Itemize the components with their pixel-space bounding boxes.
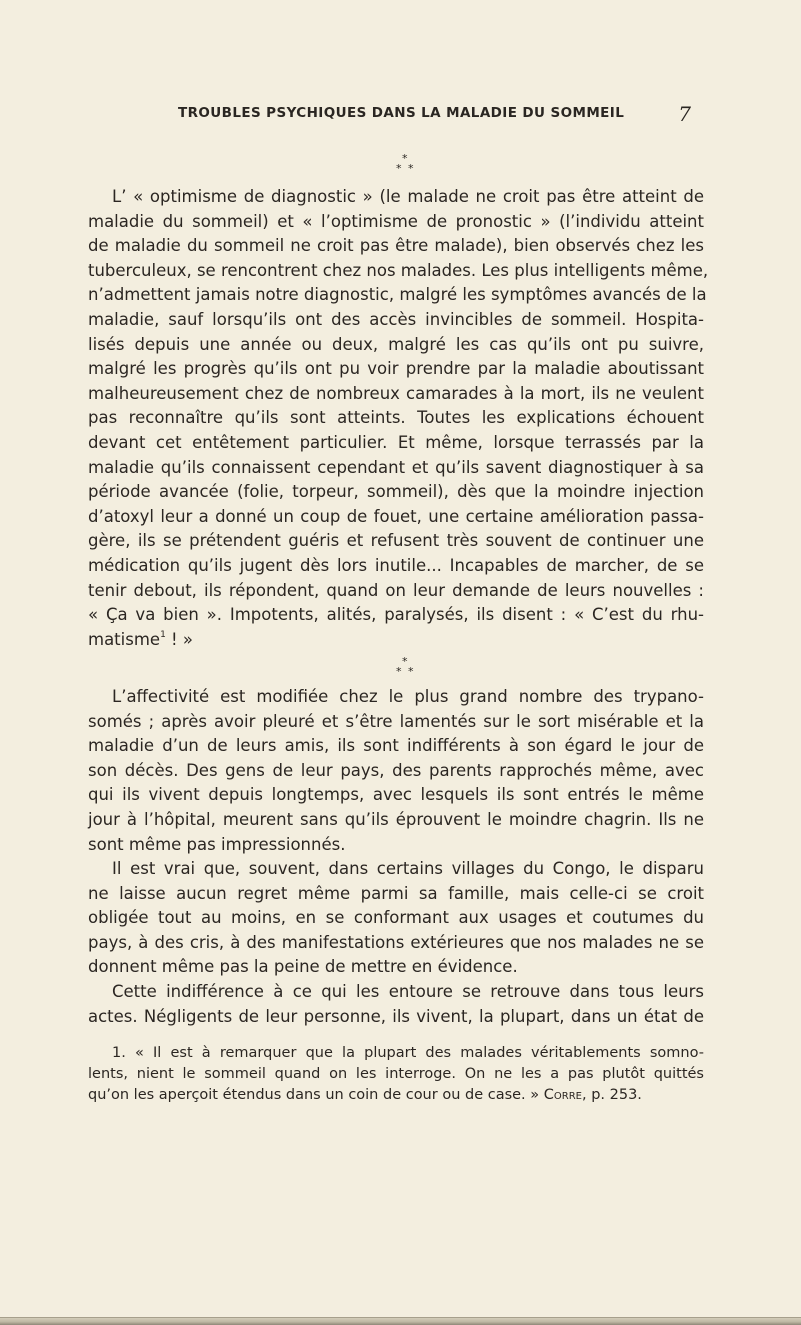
text-line: maladie d’un de leurs amis, ils sont indifférents à son égard le jour de [88, 736, 704, 756]
text-line: pays, à des cris, à des manifestations extérieures que nos malades ne se [88, 932, 704, 952]
text-line: donnent même pas la peine de mettre en évidence. [88, 957, 518, 977]
text-line: n’admettent jamais notre diagnostic, malgré les symptômes avancés de la [88, 285, 707, 305]
asterism-star: * [396, 162, 402, 175]
footnote [88, 1043, 704, 1106]
text-line: malheureusement chez de nombreux camarades à la mort, ils ne veulent [88, 383, 704, 403]
asterism-star: * [402, 655, 408, 668]
asterism-divider [386, 656, 426, 686]
footnote-line: lents, nient le sommeil quand on les interroge. On ne les a pas plutôt quittés [88, 1066, 704, 1082]
paragraph-congo [88, 857, 704, 980]
footnote-line [88, 1085, 704, 1106]
text-line: actes. Négligents de leur personne, ils vivent, la plupart, dans un état de [88, 1006, 704, 1026]
text-line: obligée tout au moins, en se conformant aux usages et coutumes du [88, 908, 704, 928]
text-line: devant cet entêtement particulier. Et même, lorsque terrassés par la [88, 432, 704, 452]
text-line: tenir debout, ils répondent, quand on leur demande de leurs nouvelles : [88, 580, 704, 600]
text-line: médication qu’ils jugent dès lors inutile... Incapables de marcher, de se [88, 555, 704, 575]
asterism-star: * [396, 665, 402, 678]
text-line: maladie du sommeil) et « l’optimisme de pronostic » (l’individu atteint [88, 211, 704, 231]
text-line: L’affectivité est modifiée chez le plus grand nombre des trypano- [112, 687, 704, 706]
text-line: « Ça va bien ». Impotents, alités, paralysés, ils disent : « C’est du rhu- [88, 605, 704, 625]
text-line [88, 628, 704, 653]
paragraph-optimism [88, 185, 709, 652]
asterism-star: * [402, 152, 408, 165]
page-header [178, 102, 691, 127]
text-line: période avancée (folie, torpeur, sommeil), dès que la moindre injection [88, 482, 704, 502]
text-line: gère, ils se prétendent guéris et refusent très souvent de continuer une [88, 531, 704, 551]
text-line: Cette indifférence à ce qui les entoure se retrouve dans tous leurs [112, 982, 704, 1001]
text-line: ne laisse aucun regret même parmi sa famille, mais celle-ci se croit [88, 883, 704, 903]
text-fragment: matisme [88, 629, 161, 649]
text-line: maladie qu’ils connaissent cependant et qu’ils savent diagnostiquer à sa [88, 457, 704, 477]
paragraph-indifference [88, 980, 704, 1029]
paragraph-affectivity [88, 685, 704, 857]
running-head: TROUBLES PSYCHIQUES DANS LA MALADIE DU SOMMEIL [178, 105, 625, 121]
page-bottom-edge [0, 1317, 801, 1325]
text-line: tuberculeux, se rencontrent chez nos malades. Les plus intelligents même, [88, 260, 709, 280]
text-line: de maladie du sommeil ne croit pas être malade), bien observés chez les [88, 236, 704, 256]
text-fragment: ! » [165, 629, 193, 649]
text-line: pas reconnaître qu’ils sont atteints. Toutes les explications échouent [88, 408, 704, 428]
text-line: maladie, sauf lorsqu’ils ont des accès invincibles de sommeil. Hospita- [88, 309, 704, 329]
text-line: son décès. Des gens de leur pays, des parents rapprochés même, avec [88, 760, 704, 780]
text-fragment: qu’on les aperçoit étendus dans un coin de cour ou de case. » [88, 1087, 544, 1103]
page-number: 7 [678, 102, 691, 126]
text-line: jour à l’hôpital, meurent sans qu’ils éprouvent le moindre chagrin. Ils ne [88, 809, 704, 829]
asterism-divider [386, 153, 426, 183]
text-line: Il est vrai que, souvent, dans certains villages du Congo, le disparu [112, 859, 704, 878]
footnote-line: 1. « Il est à remarquer que la plupart des malades véritablements somno- [112, 1045, 704, 1061]
text-line: d’atoxyl leur a donné un coup de fouet, une certaine amélioration passa- [88, 506, 704, 526]
text-line: somés ; après avoir pleuré et s’être lamentés sur le sort misérable et la [88, 711, 704, 731]
text-fragment: , p. 253. [581, 1087, 642, 1103]
text-line: malgré les progrès qu’ils ont pu voir prendre par la maladie aboutissant [88, 359, 704, 379]
text-line: lisés depuis une année ou deux, malgré les cas qu’ils ont pu suivre, [88, 334, 704, 354]
text-line: L’ « optimisme de diagnostic » (le malade ne croit pas être atteint de [112, 187, 704, 206]
asterism-star: * [408, 665, 414, 678]
text-line: qui ils vivent depuis longtemps, avec lesquels ils sont entrés le même [88, 785, 704, 805]
footnote-reference: 1 [160, 629, 166, 640]
cited-author: Corre [543, 1087, 582, 1103]
asterism-star: * [408, 162, 414, 175]
text-line: sont même pas impressionnés. [88, 834, 346, 854]
